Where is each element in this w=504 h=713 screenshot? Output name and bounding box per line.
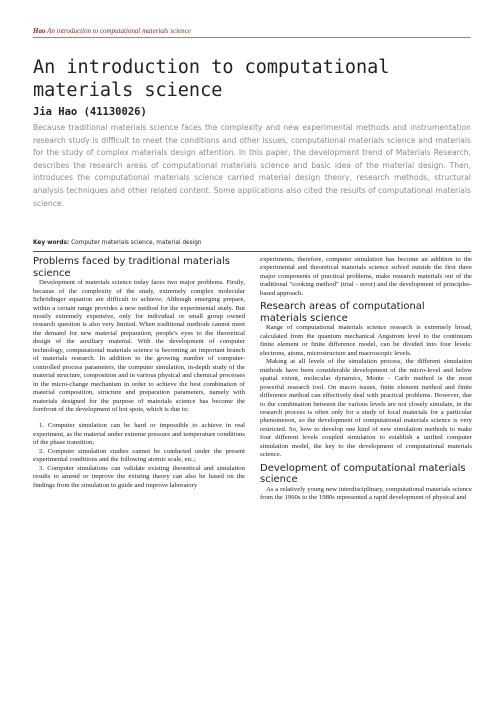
list-item: 1. Computer simulation can be hard or impossible to achieve in real experiment, as the material under extreme pressure and temperature conditions of the phase transition; (33, 422, 245, 447)
section-heading-development: Development of computational materials science (260, 462, 466, 486)
list-item: 3. Computer simulations can validate existing theoretical and simulation results to amend or improve the existing theory can also be based on the findings from the simulation to guide and improve laboratory (33, 464, 245, 489)
section-heading-research-areas: Research areas of computational materials science (260, 301, 425, 324)
author-line: Jia Hao (41130026) (33, 106, 147, 118)
header-author: Hao (33, 27, 46, 35)
keywords-text: Computer materials science, material design (71, 240, 202, 246)
section-heading-problems: Problems faced by traditional materials science (33, 256, 231, 279)
list-item: 2. Computer simulation studies cannot be conducted under the present experimental conditions and the following atomic scale, etc.; (33, 447, 245, 464)
paper-title: An introduction to computational materials science (33, 57, 390, 101)
keywords (33, 240, 202, 246)
section-divider (33, 251, 471, 252)
right-column (260, 256, 472, 696)
paragraph: Making at all levels of the simulation process, the different simulation methods have been considerable development of the micro-level and below spatial extent, molecular dynamics, Monte - Carlo method is the most powerful research tool. On macro issues, finite element method and finite difference method can effectively deal with practical problems. However, due to the combination between the various levels are not closely simulate, in the research process is often only for a study of local materials for a particular phenomenon, so the development of computational materials science is very restricted. So, how to develop one kind of new simulation methods to make four different levels coupled simulation to establish a unified computer simulation model, the key to the development of computational materials science. (260, 358, 472, 459)
left-column (33, 256, 245, 696)
paragraph: Range of computational materials science research is extremely broad, calculated from the quantum mechanical Angstrom level to the continuum finite element or finite difference model, can be divided into four levels: electrons, atoms, microstructure and macroscopic levels. (260, 324, 472, 357)
paragraph-gap (33, 414, 245, 422)
abstract: Because traditional materials science faces the complexity and new experimental methods and instrumentation research study is difficult to meet the conditions and other issues, computational materials science and materials for the study of complex materials design attention. In this paper, the development trend of Materials Research, describes the research areas of computational materials science and basic idea of the material design. Then, introduces the computational materials science carried material design theory, research methods, structural analysis techniques and other related content. Some applications also cited the results of computational materials science. (33, 123, 471, 208)
keywords-label: Key words: (33, 240, 70, 246)
paragraph: Development of materials science today faces two major problems. Firstly, because of the complexity of the study, extremely complex molecular Schrödinger equation are difficult to achieve; Although emerging prepare, within a certain range provides a new method for the experimental study. But mostly extremely expensive, only for individual or small group owned research question is also very limited. When traditional methods cannot meet the demand for new material preparation, people's eyes to the theoretical design of the auxiliary material. With the development of computer technology, computational materials science is becoming an important branch of materials research. In addition to the growing number of computer-controlled process parameters, the computer simulation, in-depth study of the material structure, composition and in various physical and chemical processes in the micro-change mechanism in order to achieve the best combination of material composition, structure and preparation parameters, namely with materials designed for the purpose of materials science has become the forefront of the development of hot spots, which is due to: (33, 279, 245, 413)
paragraph: experiments, therefore, computer simulation has become an addition to the experimental and theoretical materials science solved outside the first three major components of practical problems, make research materials out of the traditional "cooking method" (trial - error) and the development of principles-based approach. (260, 256, 472, 297)
paragraph: As a relatively young new interdisciplinary, computational materials science from the 1960s to the 1980s represented a rapid development of physical and (260, 485, 472, 502)
header-text: An introduction to computational materials science (47, 27, 191, 35)
running-header (33, 27, 471, 38)
